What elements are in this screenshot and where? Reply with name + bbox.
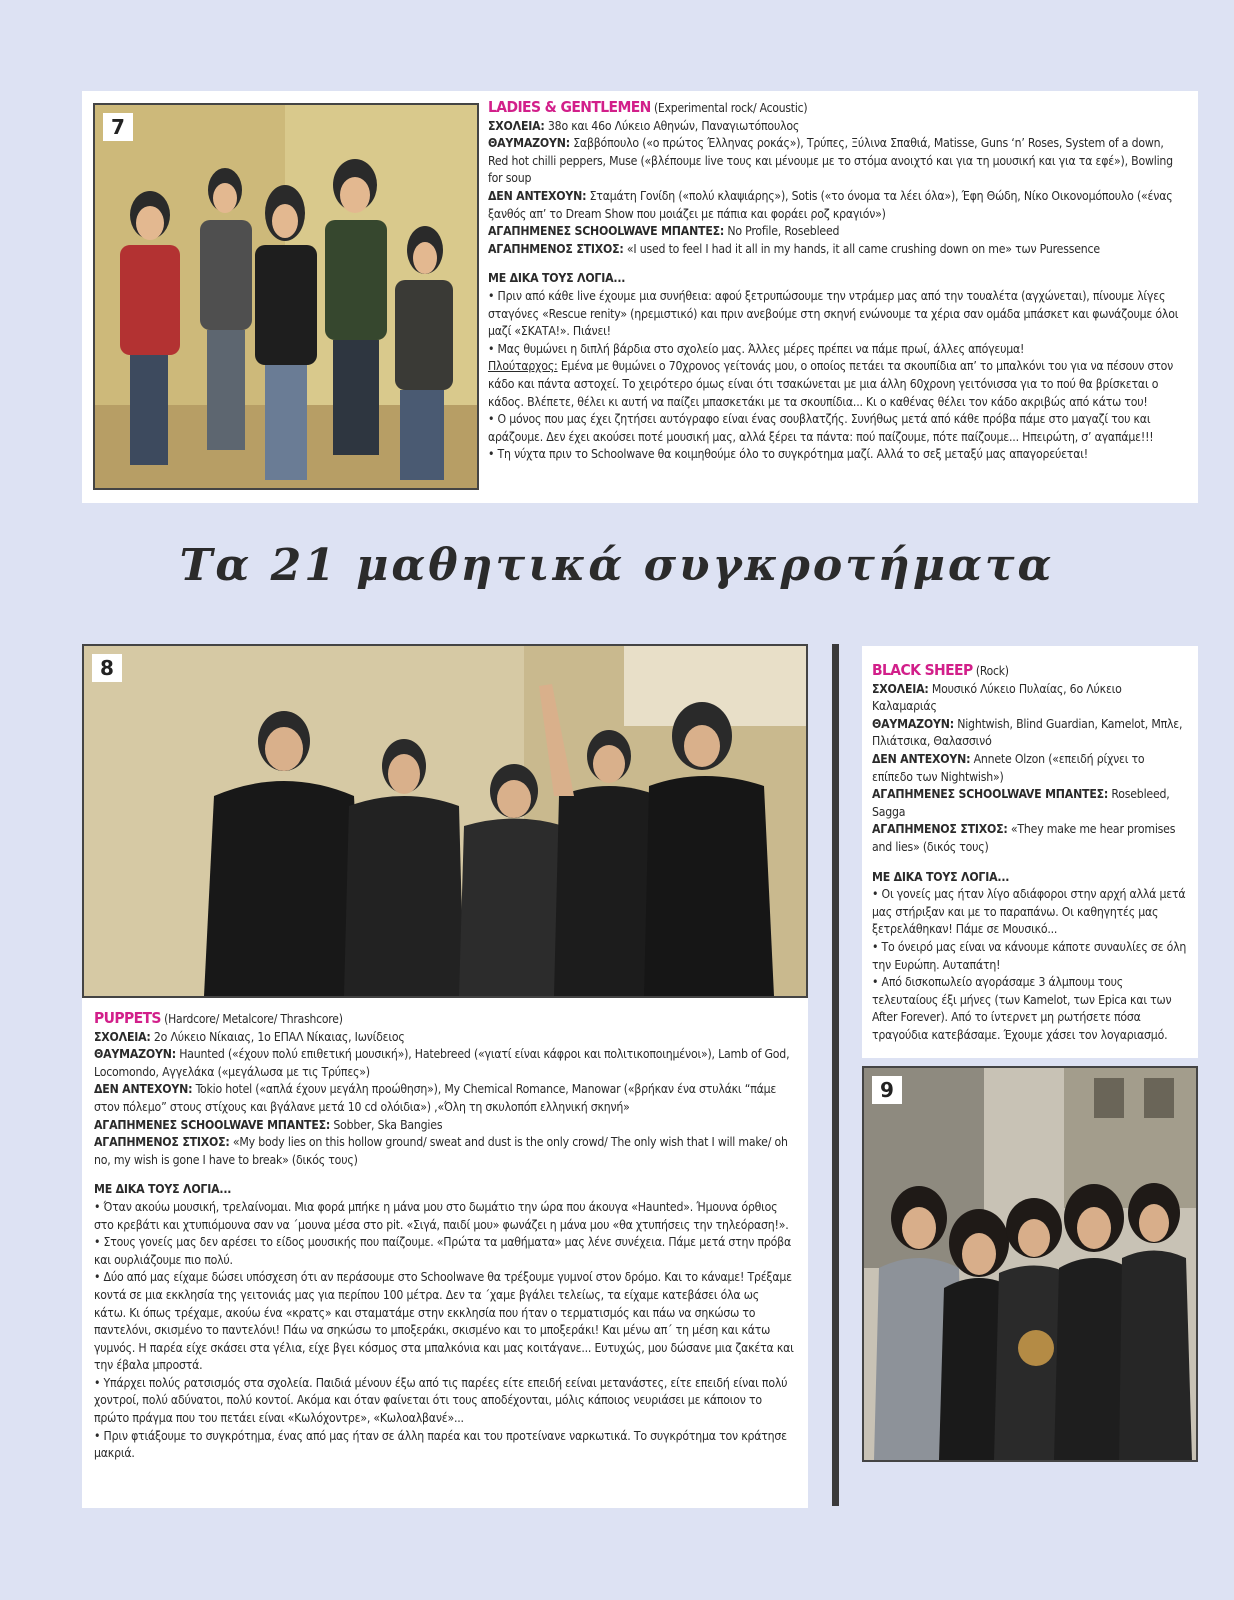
admire-label: ΘΑΥΜΑΖΟΥΝ: bbox=[488, 136, 570, 151]
fav-line-value: «They make me hear promises and lies» (δικός τους) bbox=[872, 822, 1176, 854]
band-8-genre: (Hardcore/ Metalcore/ Thrashcore) bbox=[160, 1012, 343, 1026]
quote-4: • Υπάρχει πολύς ρατσισμός στα σχολεία. Παιδιά μένουν έξω από τις παρέες είτε επειδή εείναι μετανάστες, είτε επειδή είναι πολύ χοντροί, πολύ αδύνατοι, πολύ κοντοί. Ακόμα και όταν φαίνεται ότι τους αποδέχονται, μόλις κάποιος νευριάσει με κάποιον το πρώτο πράγμα που του πετάει είναι «Κωλόχοντρε», «Κωλοαλβανέ»... bbox=[94, 1375, 788, 1426]
words-title: ΜΕ ΔΙΚΑ ΤΟΥΣ ΛΟΓΙΑ... bbox=[872, 869, 1010, 884]
words-title: ΜΕ ΔΙΚΑ ΤΟΥΣ ΛΟΓΙΑ... bbox=[488, 271, 626, 286]
schools-value: 38ο και 46ο Λύκειο Αθηνών, Παναγιωτόπουλος bbox=[544, 118, 800, 133]
fav-bands-label: ΑΓΑΠΗΜΕΝΕΣ SCHOOLWAVE ΜΠΑΝΤΕΣ: bbox=[94, 1117, 331, 1132]
cant-stand-label: ΔΕΝ ΑΝΤΕΧΟΥΝ: bbox=[872, 751, 971, 766]
band-7-number: 7 bbox=[103, 113, 133, 141]
quote-1: • Όταν ακούω μουσική, τρελαίνομαι. Μια φορά μπήκε η μάνα μου στο δωμάτιο την ώρα που άκουγα «Haunted». Ήμουνα όρθιος στο κρεβάτι και χτυπιόμουνα σαν να ΄μουνα μέσα στο pit. «Σιγά, παιδί μου» φωνάζει η μάνα μου «θα χτυπήσεις την τηλεόραση!». bbox=[94, 1199, 789, 1232]
quote-1: • Οι γονείς μας ήταν λίγο αδιάφοροι στην αρχή αλλά μετά μας στήριξαν και με το παραπάνω. Οι καθηγητές μας ξετρελάθηκαν! Πάμε σε Μουσικό... bbox=[872, 887, 1186, 937]
fav-line-label: ΑΓΑΠΗΜΕΝΟΣ ΣΤΙΧΟΣ: bbox=[94, 1135, 230, 1150]
band-7-panel bbox=[82, 91, 1198, 503]
schools-label: ΣΧΟΛΕΙΑ: bbox=[872, 681, 929, 696]
band-9-photo-panel bbox=[862, 1066, 1198, 1462]
quote-3-speaker: Πλούταρχος: bbox=[488, 359, 558, 374]
quote-3: • Από δισκοπωλείο αγοράσαμε 3 άλμπουμ τους τελευταίους έξι μήνες (των Kamelot, των Epica και των After Forever). Από το ίντερνετ μη ρωτήσετε πόσα τραγούδια κατεβάσαμε. Έχουμε χάσει τον λογαριασμό. bbox=[872, 975, 1172, 1042]
band-9-genre: (Rock) bbox=[972, 664, 1009, 678]
fav-line-label: ΑΓΑΠΗΜΕΝΟΣ ΣΤΙΧΟΣ: bbox=[488, 241, 624, 256]
admire-label: ΘΑΥΜΑΖΟΥΝ: bbox=[94, 1047, 176, 1062]
fav-bands-label: ΑΓΑΠΗΜΕΝΕΣ SCHOOLWAVE ΜΠΑΝΤΕΣ: bbox=[872, 787, 1109, 802]
words-title: ΜΕ ΔΙΚΑ ΤΟΥΣ ΛΟΓΙΑ... bbox=[94, 1182, 232, 1197]
admire-value: Haunted («έχουν πολύ επιθετική μουσική»), Hatebreed («γιατί είναι κάφροι και πολιτικοποιημένοι»), Lamb of God, Locomondo, Αγγελάκα («μεγάλωσα με τις Τρύπες») bbox=[94, 1047, 790, 1079]
fav-line-value: «My body lies on this hollow ground/ sweat and dust is the only crowd/ The only wish that I will make/ oh no, my wish is gone I have to break» (δικός τους) bbox=[94, 1135, 788, 1167]
band-8-name: PUPPETS bbox=[94, 1009, 161, 1027]
band-8-panel bbox=[82, 644, 808, 1508]
admire-value: Σαββόπουλο («ο πρώτος Έλληνας ροκάς»), Τρύπες, Ξύλινα Σπαθιά, Matisse, Guns ‘n’ Roses, System of a down, Red hot chilli peppers, Muse («βλέπουμε live τους και μένουμε με το στόμα ανοιχτό και για τη μουσική και για τα εφέ»), Bowling for soup bbox=[488, 136, 1173, 186]
quote-2: • Στους γονείς μας δεν αρέσει το είδος μουσικής που παίζουμε. «Πρώτα τα μαθήματα» μας λένε συνέχεια. Πάμε μετά στην πρόβα και ουρλιάζουμε πιο πολύ. bbox=[94, 1235, 792, 1267]
band-7-photo bbox=[93, 103, 479, 490]
band-8-photo bbox=[82, 644, 808, 998]
band-7-photo-art bbox=[95, 105, 477, 488]
page-heading: Τα 21 μαθητικά συγκροτήματα bbox=[179, 540, 1055, 591]
band-8-text bbox=[94, 1010, 794, 1463]
band-8-photo-art bbox=[84, 646, 806, 996]
band-9-text bbox=[872, 662, 1188, 1044]
band-8-number: 8 bbox=[92, 654, 122, 682]
schools-value: Μουσικό Λύκειο Πυλαίας, 6ο Λύκειο Καλαμαριάς bbox=[872, 681, 1122, 714]
cant-stand-label: ΔΕΝ ΑΝΤΕΧΟΥΝ: bbox=[488, 188, 587, 203]
cant-stand-value: Σταμάτη Γονίδη («πολύ κλαψιάρης»), Sotis («το όνομα τα λέει όλα»), Έφη Θώδη, Νίκο Οικονομόπουλο («ένας ξανθός απ’ το Dream Show που μοιάζει με πάπια και φοράει ροζ κραγιόν») bbox=[488, 188, 1173, 221]
band-9-photo bbox=[862, 1066, 1198, 1462]
band-9-name: BLACK SHEEP bbox=[872, 661, 973, 679]
schools-label: ΣΧΟΛΕΙΑ: bbox=[488, 118, 545, 133]
cant-stand-value: Annete Olzon («επειδή ρίχνει το επίπεδο των Nightwish») bbox=[872, 751, 1145, 784]
admire-label: ΘΑΥΜΑΖΟΥΝ: bbox=[872, 716, 954, 731]
band-9-photo-art bbox=[864, 1068, 1196, 1460]
quote-5: • Τη νύχτα πριν το Schoolwave θα κοιμηθούμε όλο το συγκρότημα μαζί. Αλλά το σεξ μεταξύ μας απαγορεύεται! bbox=[488, 447, 1088, 462]
fav-line-label: ΑΓΑΠΗΜΕΝΟΣ ΣΤΙΧΟΣ: bbox=[872, 822, 1008, 837]
quote-3: • Δύο από μας είχαμε δώσει υπόσχεση ότι αν περάσουμε στο Schoolwave θα τρέξουμε γυμνοί στον δρόμο. Και το κάναμε! Τρέξαμε κοντά σε μια εκκλησία της γειτονιάς μας για περίπου 100 μέτρα. Δεν τα ΄χαμε βγάλει τελείως, τα είχαμε κατεβάσει όλα ως κάτω. Κι όπως τρέχαμε, ακούω ένα «κρατς» και σταματάμε στην εκκλησία που ήταν ο τερματισμός και πάω να σηκώσω το παντελόνι, σκισμένο το παντελόνι! Πάω να σηκώσω το μποξεράκι, σκισμένο και το μποξεράκι! Και μένω απ΄ τη μέση και κάτω γυμνός. Η παρέα είχε σκάσει στα γέλια, είχε βγει κόσμος στα μπαλκόνια και μας κοιτάγανε... Ευτυχώς, μου δώσανε μια ζακέτα και την έβαλα μπροστά. bbox=[94, 1270, 794, 1373]
cant-stand-value: Tokio hotel («απλά έχουν μεγάλη προώθηση»), My Chemical Romance, Manowar («βρήκαν ένα στυλάκι “πάμε στον πόλεμο” στους στίχους και βγάλανε μετά 10 cd ολόιδια») ,«Όλη τη σκυλοπόπ ελληνική σκηνή» bbox=[94, 1082, 777, 1114]
quote-2: • Μας θυμώνει η διπλή βάρδια στο σχολείο μας. Άλλες μέρες πρέπει να πάμε πρωί, άλλες απόγευμα! bbox=[488, 341, 1025, 356]
quote-1: • Πριν από κάθε live έχουμε μια συνήθεια: αφού ξετρυπώσουμε την ντράμερ μας από την τουαλέτα (αγχώνεται), πίνουμε λίγες σταγόνες «Rescue renity» (ηρεμιστικό) και πριν ανεβούμε στη σκηνή ενώνουμε τα χέρια σαν ομάδα μπάσκετ και φωνάζουμε όλοι μαζί «ΣΚΑΤΑ!». Πιάνει! bbox=[488, 288, 1179, 339]
band-7-genre: (Experimental rock/ Acoustic) bbox=[650, 101, 808, 115]
quote-4: • Ο μόνος που μας έχει ζητήσει αυτόγραφο είναι ένας σουβλατζής. Συνήθως μετά από κάθε πρόβα πάμε στο μαγαζί του και αράζουμε. Δεν έχει ακούσει ποτέ μουσική μας, αλλά ξέρει τα πάντα: πού παίζουμε, πότε παίζουμε... Ηπειρώτη, σ’ αγαπάμε!!! bbox=[488, 412, 1154, 444]
quote-5: • Πριν φτιάξουμε το συγκρότημα, ένας από μας ήταν σε άλλη παρέα και του προτείνανε ναρκωτικά. Το συγκρότημα τον κράτησε μακριά. bbox=[94, 1428, 787, 1461]
fav-line-value: «I used to feel I had it all in my hands, it all came crushing down on me» των Puressence bbox=[623, 241, 1100, 256]
quote-3: Εμένα με θυμώνει ο 70χρονος γείτονάς μου, ο οποίος πετάει τα σκουπίδια απ’ το μπαλκόνι του για να πέσουν στον κάδο και πάντα αστοχεί. Το χειρότερο όμως είναι ότι τσακώνεται με μια άλλη 60χρονη γειτόνισσα για το πού θα βρίσκεται ο κάδος. Βλέπετε, θέλει κι αυτή να παίζει μπασκετάκι με τα σκουπίδια... Κι ο καθένας θέλει τον κάδο ακριβώς από κάτω του! bbox=[488, 359, 1174, 409]
fav-bands-value: No Profile, Rosebleed bbox=[724, 224, 840, 239]
band-7-text bbox=[488, 99, 1182, 464]
schools-label: ΣΧΟΛΕΙΑ: bbox=[94, 1029, 151, 1044]
band-7-name: LADIES & GENTLEMEN bbox=[488, 98, 651, 116]
schools-value: 2ο Λύκειο Νίκαιας, 1ο ΕΠΑΛ Νίκαιας, Ιωνίδειος bbox=[150, 1029, 405, 1044]
fav-bands-value: Rosebleed, Sagga bbox=[872, 787, 1170, 819]
fav-bands-value: Sobber, Ska Bangies bbox=[330, 1117, 443, 1132]
fav-bands-label: ΑΓΑΠΗΜΕΝΕΣ SCHOOLWAVE ΜΠΑΝΤΕΣ: bbox=[488, 224, 725, 239]
quote-2: • Το όνειρό μας είναι να κάνουμε κάποτε συναυλίες σε όλη την Ευρώπη. Αυταπάτη! bbox=[872, 939, 1187, 972]
band-9-number: 9 bbox=[872, 1076, 902, 1104]
band-9-panel bbox=[862, 646, 1198, 1058]
cant-stand-label: ΔΕΝ ΑΝΤΕΧΟΥΝ: bbox=[94, 1082, 193, 1097]
column-divider bbox=[832, 644, 839, 1506]
admire-value: Nightwish, Blind Guardian, Kamelot, Μπλε, Πλιάτσικα, Θαλασσινό bbox=[872, 716, 1183, 749]
